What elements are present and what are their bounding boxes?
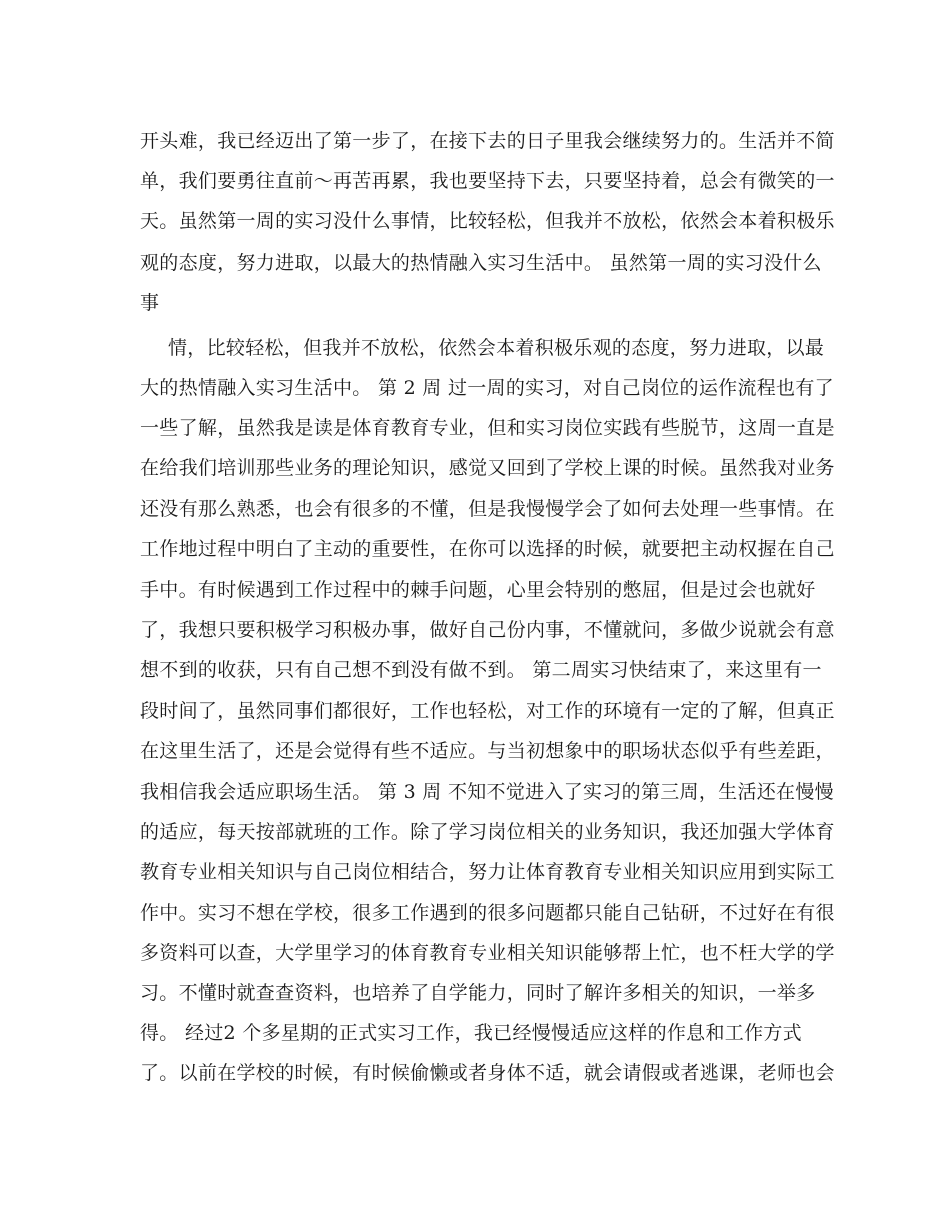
- text-line: 段时间了，虽然同事们都很好，工作也轻松，对工作的环境有一定的了解，但真正: [140, 700, 835, 722]
- text-line: 开头难，我已经迈出了第一步了，在接下去的日子里我会继续努力的。生活并不简: [140, 130, 835, 152]
- text-line: 在给我们培训那些业务的理论知识，感觉又回到了学校上课的时候。虽然我对业务: [140, 457, 835, 479]
- text-line: 作中。实习不想在学校，很多工作遇到的很多问题都只能自己钻研，不过好在有很: [140, 902, 835, 924]
- text-line: 情，比较轻松，但我并不放松，依然会本着积极乐观的态度，努力进取，以最: [168, 337, 825, 359]
- text-line: 我相信我会适应职场生活。 第 3 周 不知不觉进入了实习的第三周，生活还在慢慢: [140, 781, 834, 803]
- text-line: 手中。有时候遇到工作过程中的棘手问题，心里会特别的憋屈，但是过会也就好: [140, 579, 816, 601]
- text-line: 得。 经过2 个多星期的正式实习工作，我已经慢慢适应这样的作息和工作方式: [140, 1022, 802, 1044]
- text-line: 还没有那么熟悉，也会有很多的不懂，但是我慢慢学会了如何去处理一些事情。在: [140, 498, 835, 520]
- text-line: 了。以前在学校的时候，有时候偷懒或者身体不适，就会请假或者逃课，老师也会: [140, 1062, 835, 1084]
- text-line: 在这里生活了，还是会觉得有些不适应。与当初想象中的职场状态似乎有些差距，: [140, 740, 835, 762]
- text-line: 一些了解，虽然我是读是体育教育专业，但和实习岗位实践有些脱节，这周一直是: [140, 417, 835, 439]
- text-line: 教育专业相关知识与自己岗位相结合，努力让体育教育专业相关知识应用到实际工: [140, 861, 835, 883]
- text-line: 习。不懂时就查查资料，也培养了自学能力，同时了解许多相关的知识，一举多: [140, 982, 816, 1004]
- text-line: 工作地过程中明白了主动的重要性，在你可以选择的时候，就要把主动权握在自己: [140, 538, 835, 560]
- text-line: 了，我想只要积极学习积极办事，做好自己份内事，不懂就问，多做少说就会有意: [140, 619, 835, 641]
- text-line: 想不到的收获，只有自己想不到没有做不到。 第二周实习快结束了，来这里有一: [140, 659, 822, 681]
- text-line: 事: [140, 292, 160, 314]
- text-line: 天。虽然第一周的实习没什么事情，比较轻松，但我并不放松，依然会本着积极乐: [140, 210, 835, 232]
- text-line: 单，我们要勇往直前～再苦再累，我也要坚持下去，只要坚持着，总会有微笑的一: [140, 170, 835, 192]
- text-line: 多资料可以查，大学里学习的体育教育专业相关知识能够帮上忙，也不枉大学的学: [140, 942, 835, 964]
- text-line: 观的态度，努力进取，以最大的热情融入实习生活中。 虽然第一周的实习没什么: [140, 252, 822, 274]
- text-line: 大的热情融入实习生活中。 第 2 周 过一周的实习，对自己岗位的运作流程也有了: [140, 377, 834, 399]
- text-line: 的适应，每天按部就班的工作。除了学习岗位相关的业务知识，我还加强大学体育: [140, 821, 835, 843]
